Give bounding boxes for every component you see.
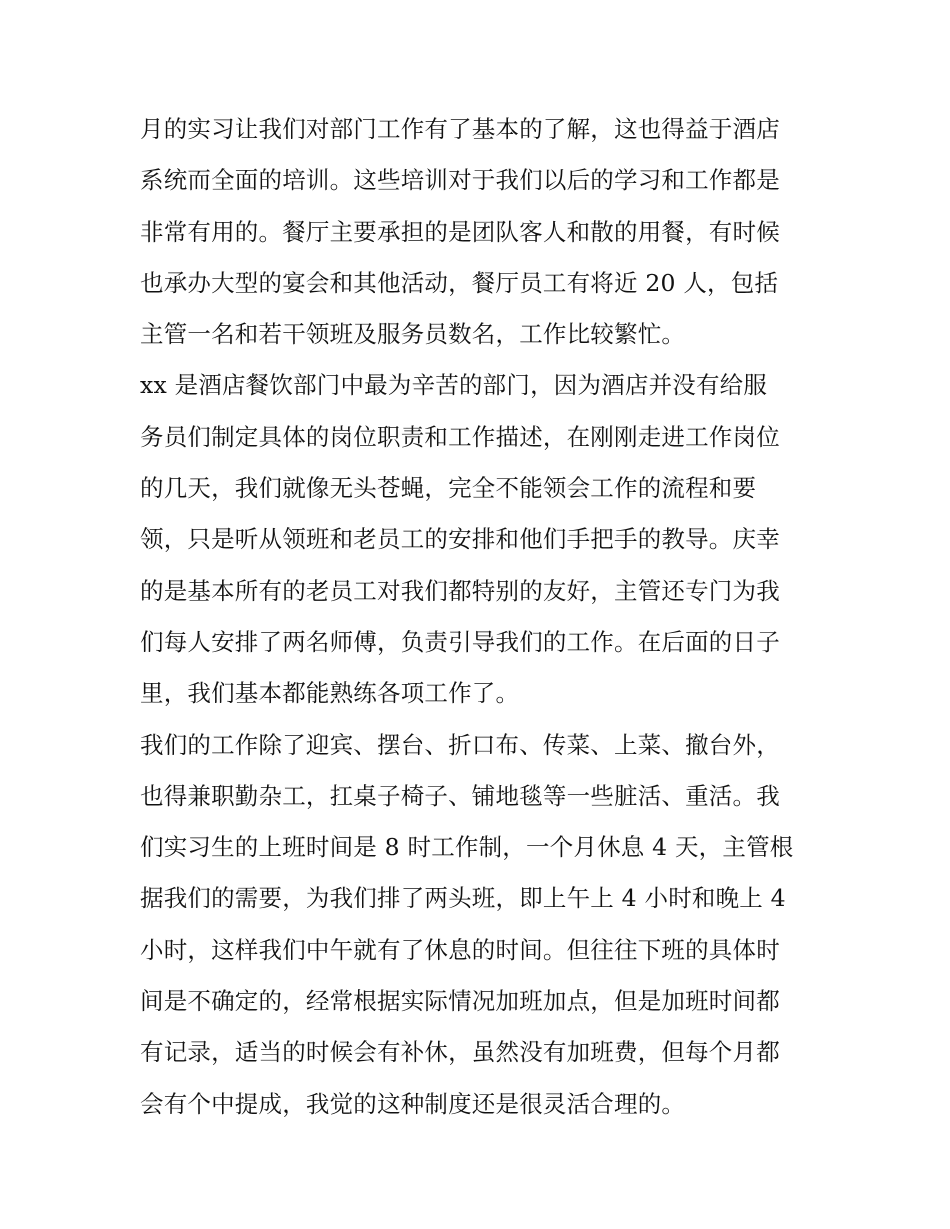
text-line: 们每人安排了两名师傅，负责引导我们的工作。在后面的日子 [140,627,780,656]
text-line: 有记录，适当的时候会有补休，虽然没有加班费，但每个月都 [140,1038,780,1067]
text-line: 里，我们基本都能熟练各项工作了。 [140,679,520,708]
text-line: 主管一名和若干领班及服务员数名，工作比较繁忙。 [140,320,686,349]
text-line: 们实习生的上班时间是 8 时工作制，一个月休息 4 天，主管根 [140,833,794,862]
text-line: 非常有用的。餐厅主要承担的是团队客人和散的用餐，有时候 [140,217,780,246]
text-line: 也得兼职勤杂工，扛桌子椅子、铺地毯等一些脏活、重活。我 [140,781,780,810]
text-line: 的几天，我们就像无头苍蝇，完全不能领会工作的流程和要 [140,474,757,503]
text-line: 我们的工作除了迎宾、摆台、折口布、传菜、上菜、撤台外， [140,730,780,759]
text-line: 据我们的需要，为我们排了两头班，即上午上 4 小时和晚上 4 [140,884,786,913]
text-line: 务员们制定具体的岗位职责和工作描述，在刚刚走进工作岗位 [140,422,780,451]
paragraph-3 [140,720,812,1130]
paragraph-1 [140,104,812,360]
text-line: 月的实习让我们对部门工作有了基本的了解，这也得益于酒店 [140,115,780,143]
text-line: xx 是酒店餐饮部门中最为辛苦的部门，因为酒店并没有给服 [140,371,768,400]
document-body [140,104,812,1130]
text-line: 小时，这样我们中午就有了休息的时间。但往往下班的具体时 [140,935,780,964]
text-line: 会有个中提成，我觉的这种制度还是很灵活合理的。 [140,1089,686,1118]
text-line: 领，只是听从领班和老员工的安排和他们手把手的教导。庆幸 [140,525,780,554]
text-line: 系统而全面的培训。这些培训对于我们以后的学习和工作都是 [140,166,780,195]
text-line: 也承办大型的宴会和其他活动，餐厅员工有将近 20 人，包括 [140,268,779,297]
paragraph-2 [140,360,812,719]
text-line: 的是基本所有的老员工对我们都特别的友好，主管还专门为我 [140,576,780,605]
text-line: 间是不确定的，经常根据实际情况加班加点，但是加班时间都 [140,987,780,1016]
